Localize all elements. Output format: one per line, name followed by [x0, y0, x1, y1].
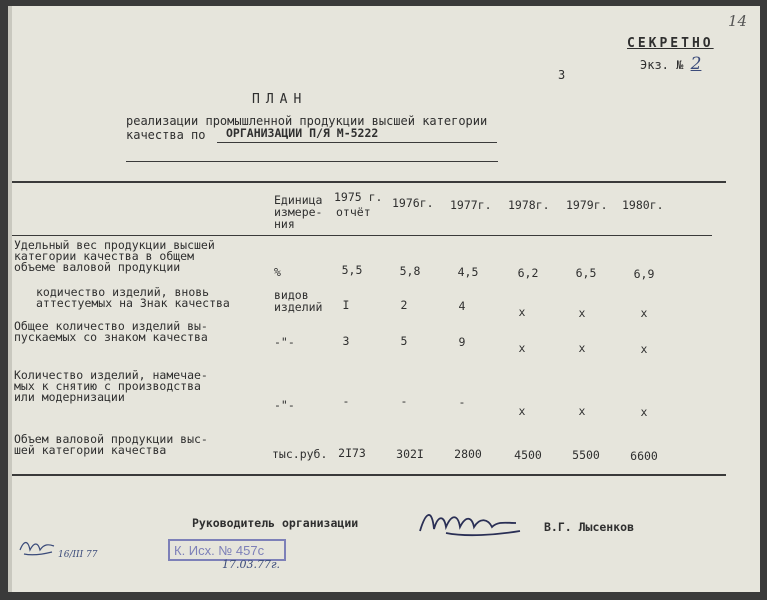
stamp-date: 17.03.77г.	[222, 558, 281, 571]
plan-subtitle-line1: реализации промышленной продукции высшей категории	[126, 114, 488, 128]
copy-number-value: 2	[690, 54, 702, 74]
cell: 6,2	[517, 266, 539, 280]
underline-blank	[126, 161, 498, 162]
cell: x	[578, 341, 586, 355]
year-header-1978: 1978г.	[508, 198, 550, 212]
table-row-label: Количество изделий, намечае- мых к снятию с производства или модернизации	[14, 368, 208, 404]
cell: 9	[458, 335, 466, 349]
cell: x	[640, 342, 648, 356]
cell: 6,5	[575, 266, 597, 280]
table-row-label: Общее количество изделий вы- пускаемых со знаком качества	[14, 319, 208, 344]
cell: 5,8	[399, 264, 421, 278]
cell: 4,5	[457, 265, 479, 279]
cell: x	[578, 306, 586, 320]
plan-title: ПЛАН	[252, 92, 308, 107]
cell: x	[640, 306, 648, 320]
secret-label: СЕКРЕТНО	[627, 36, 714, 51]
signature-title: Руководитель организации	[192, 516, 359, 530]
cell: 2	[400, 298, 408, 312]
table-row-unit: %	[274, 265, 281, 279]
margin-scribble-icon	[18, 536, 58, 558]
plan-subtitle-line2: качества по	[126, 128, 206, 142]
cell: x	[578, 404, 586, 418]
signatory-name: В.Г. Лысенков	[544, 520, 635, 534]
table-top-rule	[12, 181, 726, 183]
report-label: отчёт	[336, 205, 371, 219]
table-row-unit: -"-	[274, 335, 295, 349]
archive-page-number: 14	[728, 12, 748, 30]
organization-name: ОРГАНИЗАЦИИ П/Я М-5222	[226, 126, 379, 140]
cell: 6600	[630, 449, 658, 463]
document-page	[8, 6, 760, 592]
year-header-1975: 1975 г.	[334, 190, 383, 204]
cell: x	[518, 341, 526, 355]
cell: 5,5	[341, 263, 363, 277]
copy-number	[640, 54, 701, 74]
cell: 302I	[396, 447, 424, 461]
cell: 5500	[572, 448, 600, 462]
cell: -	[342, 394, 350, 408]
table-row-unit: видов изделий	[274, 288, 323, 314]
cell: 3	[342, 334, 350, 348]
year-header-1976: 1976г.	[392, 196, 434, 210]
page-number: 3	[558, 68, 566, 82]
registration-stamp: К. Исх. № 457с	[168, 539, 286, 561]
cell: -	[400, 394, 408, 408]
underline-org	[217, 142, 497, 143]
table-row-unit: тыс.руб.	[272, 447, 328, 461]
cell: 5	[400, 334, 408, 348]
signature-scribble-icon	[416, 501, 526, 541]
cell: 4	[458, 299, 466, 313]
cell: I	[342, 298, 350, 312]
cell: x	[640, 405, 648, 419]
table-row-label: Объем валовой продукции выс- шей категории качества	[14, 432, 208, 457]
cell: x	[518, 404, 526, 418]
year-header-1980: 1980г.	[622, 198, 664, 212]
cell: 2800	[454, 447, 482, 461]
margin-date: 16/III 77	[58, 550, 98, 560]
cell: 2I73	[338, 446, 366, 460]
copy-label: Экз. №	[640, 58, 684, 72]
table-row-label: Удельный вес продукции высшей категории качества в общем объеме валовой продукции	[14, 238, 215, 274]
year-header-1979: 1979г.	[566, 198, 608, 212]
table-row-unit: -"-	[274, 398, 295, 412]
table-bottom-rule	[12, 474, 726, 476]
unit-header: Единица измере- ния	[274, 193, 323, 231]
cell: -	[458, 395, 466, 409]
cell: x	[518, 305, 526, 319]
year-header-1977: 1977г.	[450, 198, 492, 212]
header-rule	[12, 235, 712, 236]
cell: 4500	[514, 448, 542, 462]
table-row-label: кодичество изделий, вновь аттестуемых на Знак качества	[36, 285, 230, 310]
cell: 6,9	[633, 267, 655, 281]
